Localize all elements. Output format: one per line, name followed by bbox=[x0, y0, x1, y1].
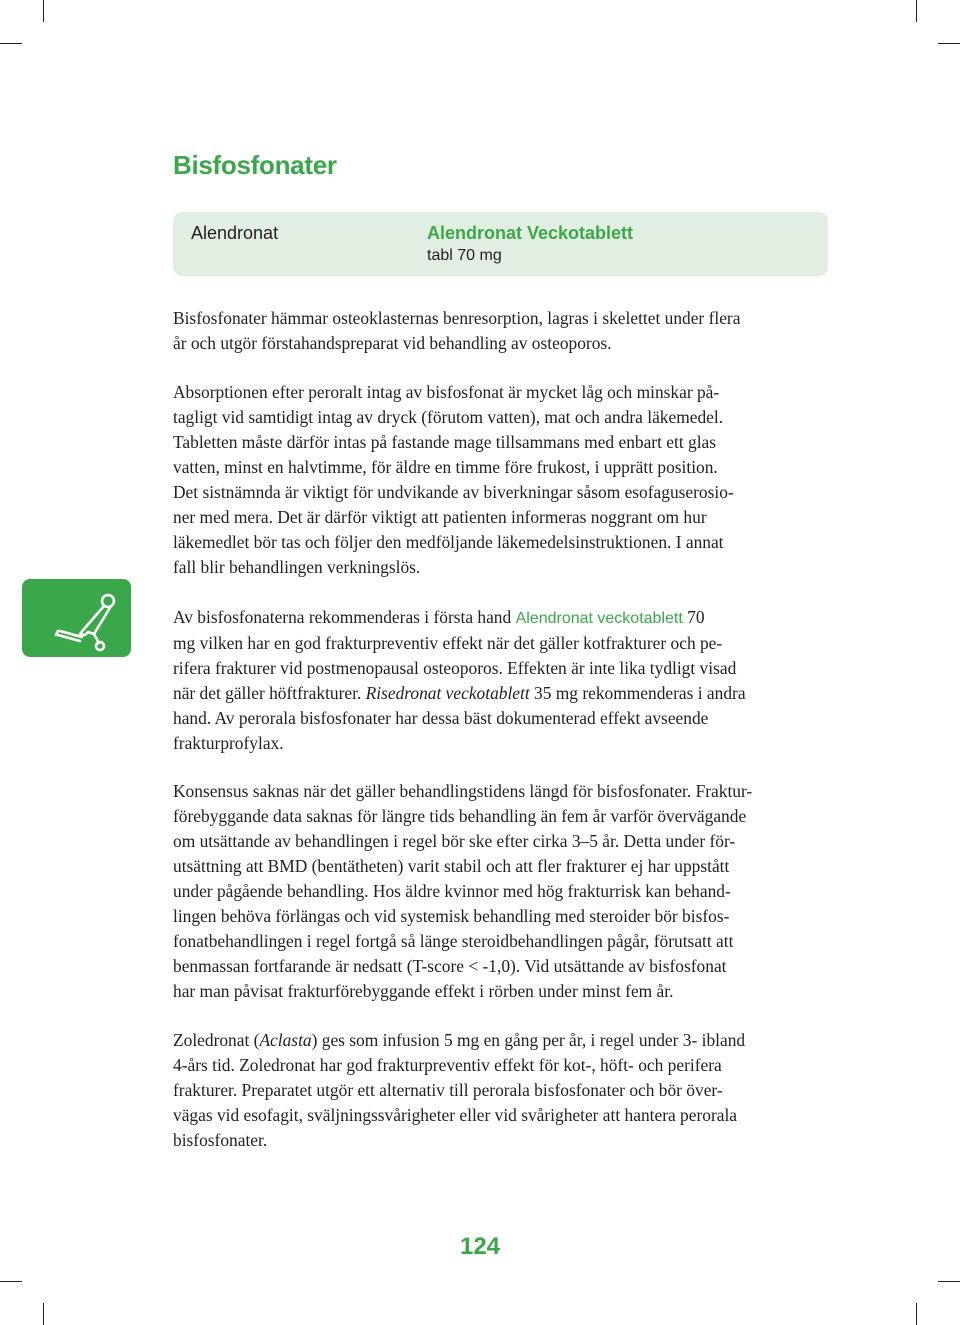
drug-info-box bbox=[173, 212, 828, 276]
text-fragment: Zoledronat ( bbox=[173, 1030, 260, 1050]
fracture-icon-box bbox=[22, 579, 131, 657]
text-line: hand. Av perorala bisfosfonater har dessa bäst dokumenterad effekt avseende bbox=[173, 708, 709, 728]
text-line: Det sistnämnda är viktigt för undvikande av biverkningar såsom esofaguserosio- bbox=[173, 482, 734, 502]
text-fragment: Av bisfosfonaterna rekommenderas i första hand bbox=[173, 607, 516, 627]
text-fragment: ) ges som infusion 5 mg en gång per år, i regel under 3- ibland bbox=[311, 1030, 746, 1050]
crop-mark bbox=[916, 1303, 917, 1325]
text-line: utsättning att BMD (bentätheten) varit stabil och att fler frakturer ej har uppstått bbox=[173, 856, 730, 876]
crop-mark bbox=[938, 43, 960, 44]
text-line: fonatbehandlingen i regel fortgå så länge steroidbehandlingen pågår, förutsatt att bbox=[173, 931, 734, 951]
page-number: 124 bbox=[459, 1233, 501, 1260]
fracture-icon bbox=[22, 579, 131, 657]
product-strength: tabl 70 mg bbox=[427, 247, 502, 264]
text-line: rifera frakturer vid postmenopausal osteoporos. Effekten är inte lika tydligt visad bbox=[173, 658, 737, 678]
text-line: Konsensus saknas när det gäller behandlingstidens längd för bisfosfonater. Fraktur- bbox=[173, 781, 753, 801]
text-line: lingen behöva förlängas och vid systemisk behandling med steroider bör bisfos- bbox=[173, 906, 730, 926]
text-line: ner med mera. Det är därför viktigt att patienten informeras noggrant om hur bbox=[173, 507, 707, 527]
text-line: vatten, minst en halvtimme, för äldre en timme före frukost, i upprätt position. bbox=[173, 457, 718, 477]
text-line: år och utgör förstahandspreparat vid behandling av osteoporos. bbox=[173, 333, 612, 353]
text-line: Tabletten måste därför intas på fastande mage tillsammans med enbart ett glas bbox=[173, 432, 717, 452]
text-line: tagligt vid samtidigt intag av dryck (förutom vatten), mat och andra läkemedel. bbox=[173, 407, 724, 427]
text-line: läkemedlet bör tas och följer den medföljande läkemedelsinstruktionen. I annat bbox=[173, 532, 724, 552]
text-line: under pågående behandling. Hos äldre kvinnor med hög frakturrisk kan behand- bbox=[173, 881, 731, 901]
text-line: mg vilken har en god frakturpreventiv effekt när det gäller kotfrakturer och pe- bbox=[173, 633, 723, 653]
text-line bbox=[173, 605, 835, 631]
drug-italic: Risedronat veckotablett bbox=[365, 683, 530, 703]
text-line bbox=[173, 1028, 835, 1053]
paragraph-recommendation bbox=[173, 605, 835, 756]
text-line: bisfosfonater. bbox=[173, 1130, 268, 1150]
crop-mark bbox=[0, 43, 22, 44]
text-line bbox=[173, 681, 835, 706]
text-line: frakturprofylax. bbox=[173, 733, 284, 753]
product-name: Alendronat Veckotablett bbox=[427, 223, 634, 243]
generic-name: Alendronat bbox=[191, 223, 279, 243]
crop-mark bbox=[916, 0, 917, 22]
crop-mark bbox=[43, 1303, 44, 1325]
text-line: frakturer. Preparatet utgör ett alternativ till perorala bisfosfonater och bör över- bbox=[173, 1080, 723, 1100]
text-fragment: 35 mg rekommenderas i andra bbox=[529, 683, 746, 703]
text-fragment: när det gäller höftfrakturer. bbox=[173, 683, 366, 703]
brand-italic: Aclasta bbox=[259, 1030, 312, 1050]
text-fragment: 70 bbox=[682, 607, 705, 627]
text-line: fall blir behandlingen verkningslös. bbox=[173, 557, 421, 577]
text-line: Bisfosfonater hämmar osteoklasternas benresorption, lagras i skelettet under flera bbox=[173, 308, 741, 328]
crop-mark bbox=[0, 1281, 22, 1282]
paragraph-absorption bbox=[173, 380, 835, 580]
paragraph-duration bbox=[173, 779, 835, 1004]
text-line: 4-års tid. Zoledronat har god frakturpreventiv effekt för kot-, höft- och perifera bbox=[173, 1055, 722, 1075]
paragraph-zoledronat bbox=[173, 1028, 835, 1153]
crop-mark bbox=[43, 0, 44, 22]
drug-highlight: Alendronat veckotablett bbox=[515, 610, 683, 627]
text-line: har man påvisat frakturförebyggande effekt i rörben under minst fem år. bbox=[173, 981, 674, 1001]
text-line: vägas vid esofagit, sväljningssvårigheter eller vid svårigheter att hantera perorala bbox=[173, 1105, 738, 1125]
crop-mark bbox=[938, 1281, 960, 1282]
text-line: Absorptionen efter peroralt intag av bisfosfonat är mycket låg och minskar på- bbox=[173, 382, 720, 402]
text-line: förebyggande data saknas för längre tids behandling än fem år varför övervägande bbox=[173, 806, 747, 826]
paragraph-intro bbox=[173, 306, 835, 356]
text-line: om utsättande av behandlingen i regel bör ske efter cirka 3–5 år. Detta under för- bbox=[173, 831, 736, 851]
text-line: benmassan fortfarande är nedsatt (T-score < -1,0). Vid utsättande av bisfosfonat bbox=[173, 956, 727, 976]
page-title: Bisfosfonater bbox=[173, 150, 337, 180]
